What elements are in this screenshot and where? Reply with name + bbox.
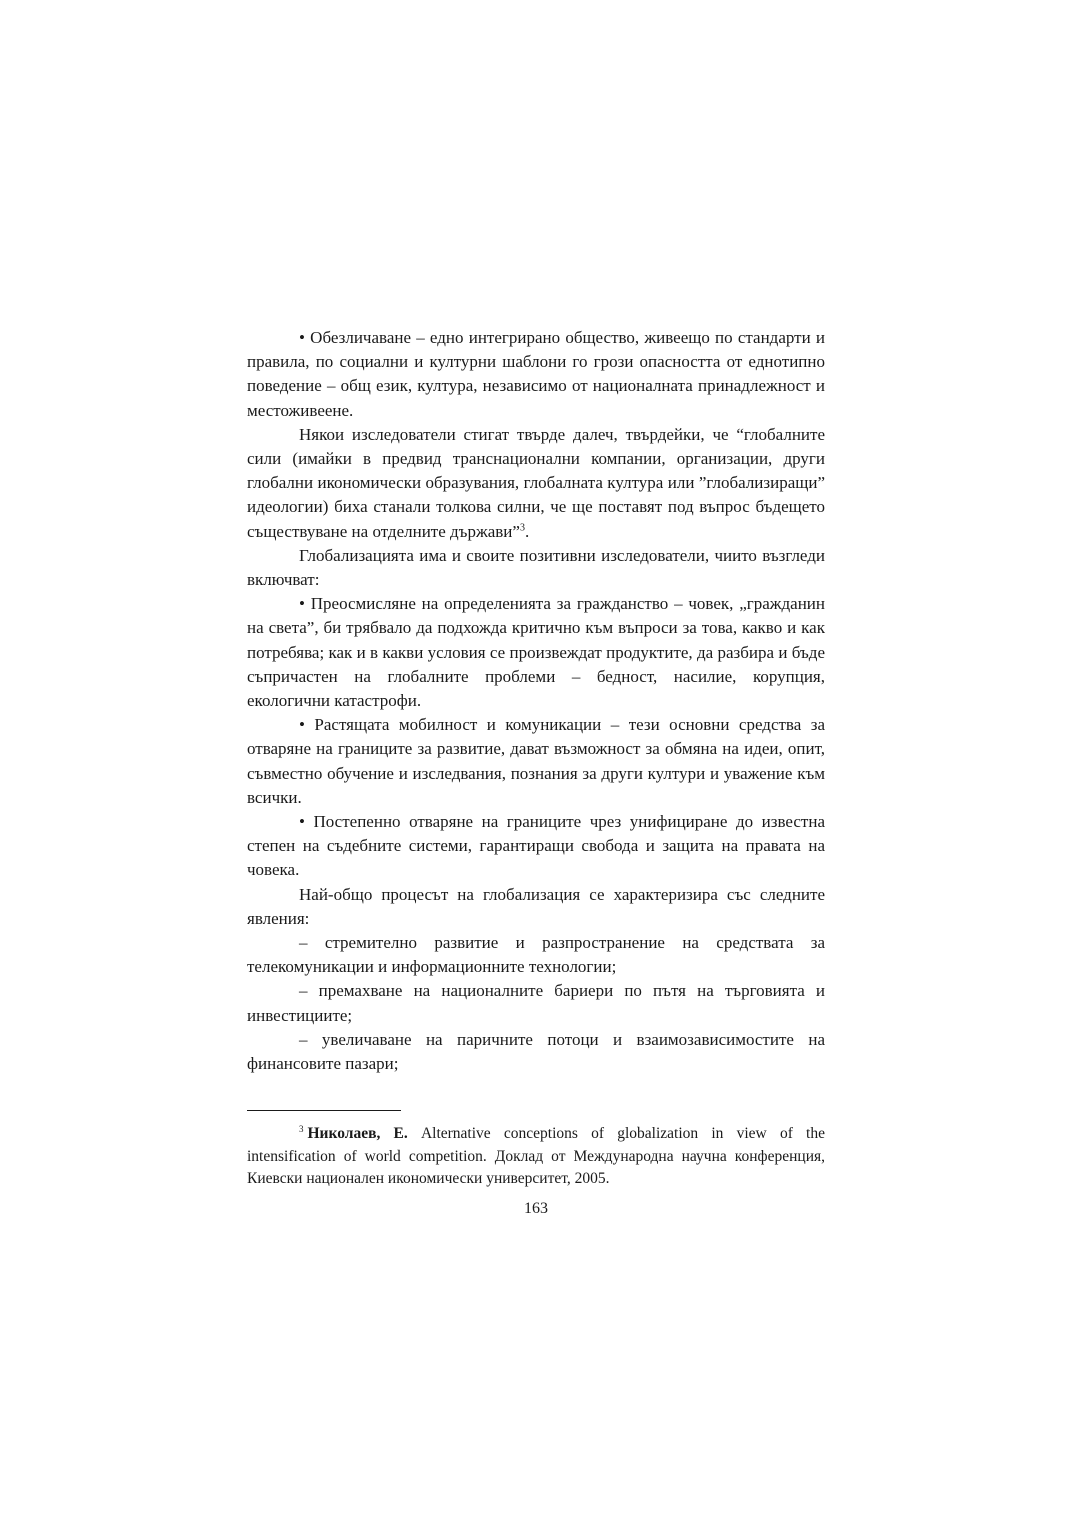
main-text <box>247 326 825 1076</box>
footnote-divider <box>247 1110 401 1111</box>
dash-item-telecommunications: – стремително развитие и разпространение на средствата за телекомуникации и информационните технологии; <box>247 933 825 977</box>
bullet-paragraph-depersonalization: • Обезличаване – едно интегрирано общество, живеещо по стандарти и правила, по социални и културни шаблони го грози опасността от еднотипно поведение – общ език, култура, независимо от националната принадлежност и местоживеене. <box>247 328 825 420</box>
page-number: 163 <box>524 1200 548 1217</box>
paragraph-researchers-quote-text: Някои изследователи стигат твърде далеч, твърдейки, че “глобалните сили (имайки в предвид транснационални компании, организации, други глобални икономически образувания, глобалната култура или ”глобализиращи” идеологии) биха станали толкова силни, че ще поставят под въпрос бъдещето съществуване на отделните държави” <box>247 424 825 541</box>
dash-item-trade-barriers: – премахване на националните бариери по пътя на търговията и инвестициите; <box>247 981 825 1025</box>
footnote <box>247 1123 825 1191</box>
paragraph-positive-researchers: Глобализацията има и своите позитивни изследователи, чиито възгледи включват: <box>247 545 825 590</box>
footnote-author: Николаев, Е. <box>307 1125 408 1142</box>
dash-item-financial-markets: – увеличаване на паричните потоци и взаимозависимостите на финансовите пазари; <box>247 1029 825 1074</box>
paragraph-researchers-quote <box>247 423 825 544</box>
footnote-text: Alternative conceptions of globalization in view of the intensification of world competition. Доклад от Международна научна конференция, Киевски национален икономически университет, 2005. <box>247 1125 825 1187</box>
paragraph-globalization-features: Най-общо процесът на глобализация се характеризира със следните явления: <box>247 884 825 928</box>
paragraph-researchers-quote-end: . <box>524 521 530 541</box>
bullet-paragraph-citizenship: • Преосмисляне на определенията за гражданство – човек, „гражданин на света”, би трябвало да подхожда критично към въпроси за това, какво и как потребява; как и в какви условия се произвеждат продуктите, да разбира и бъде съпричастен на глобалните проблеми – бедност, насилие, корупция, екологични катастрофи. <box>247 594 825 711</box>
footnote-reference: 3 <box>519 521 525 533</box>
bullet-paragraph-borders: • Постепенно отваряне на границите чрез унифициране до известна степен на съдебните системи, гарантиращи свобода и защита на правата на човека. <box>247 812 825 880</box>
footnote-number: 3 <box>299 1123 304 1134</box>
bullet-paragraph-mobility: • Растящата мобилност и комуникации – тези основни средства за отваряне на границите за развитие, дават възможност за обмяна на идеи, опит, съвместно обучение и изследвания, познания за други култури и уважение към всички. <box>247 715 825 807</box>
